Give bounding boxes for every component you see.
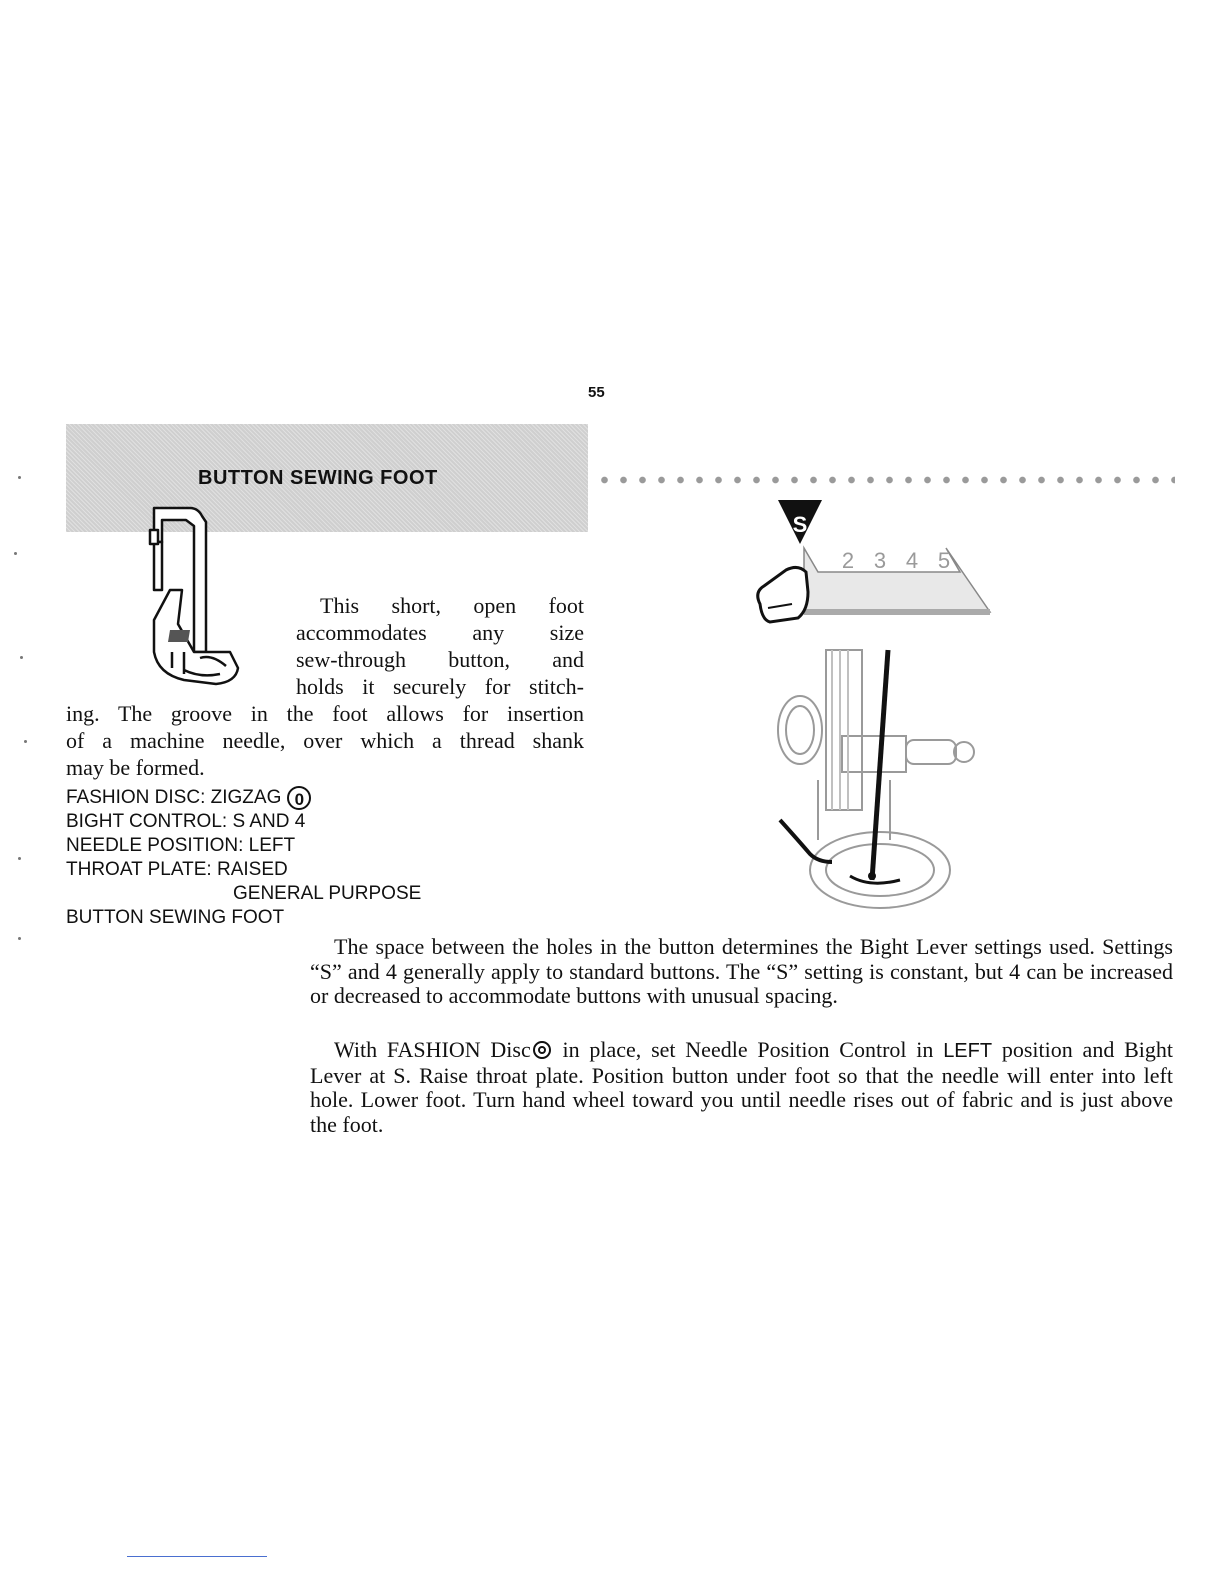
body-text: in place, set Needle Position Control in (562, 1037, 934, 1062)
intro-text-line: may be formed. (66, 755, 205, 780)
bight-lever-illustration (750, 500, 1010, 630)
bight-selected-label: S (792, 512, 808, 537)
intro-text-line: This short, open foot (320, 593, 584, 618)
scan-speck (14, 552, 17, 555)
scan-speck (20, 656, 23, 659)
intro-text-line: accommodates any size (296, 620, 584, 645)
setting-fashion-disc (66, 786, 311, 810)
setting-foot: BUTTON SEWING FOOT (66, 907, 285, 928)
setting-fashion-disc-text: FASHION DISC: ZIGZAG (66, 787, 282, 809)
scan-speck (24, 740, 27, 743)
setting-needle-position: NEEDLE POSITION: LEFT (66, 835, 296, 856)
body-text: position and Bight Lever at S. Raise throat plate. Position button under foot so that the needle will enter into left hole. Lower foot. Turn hand wheel toward you until needle rises out of fabric and is just above the foot. (310, 1037, 1173, 1137)
intro-text-line: sew-through button, and (296, 647, 584, 672)
needle-and-foot-illustration (770, 640, 990, 920)
bight-number: 5 (937, 548, 951, 573)
bight-number: 4 (905, 548, 919, 573)
zigzag-disc-icon: 0 (287, 786, 311, 810)
intro-text-line: ing. The groove in the foot allows for insertion (66, 701, 584, 726)
setting-throat-plate-cont: GENERAL PURPOSE (233, 883, 422, 904)
setting-bight-control: BIGHT CONTROL: S AND 4 (66, 811, 306, 832)
body-paragraph: The space between the holes in the button determines the Bight Lever settings used. Settings “S” and 4 generally apply to standard buttons. The “S” setting is constant, but 4 can be increased or decreased to accommodate buttons with unusual spacing. (310, 934, 1173, 1008)
button-sewing-foot-illustration (140, 502, 260, 692)
dotted-rule (595, 473, 1175, 487)
intro-text-line: holds it securely for stitch- (296, 674, 584, 699)
bight-number: 3 (873, 548, 887, 573)
section-heading: BUTTON SEWING FOOT (198, 467, 438, 489)
footer-rule (127, 1556, 267, 1557)
intro-text-line: of a machine needle, over which a thread shank (66, 728, 584, 753)
body-text: With FASHION Disc (334, 1037, 531, 1062)
scan-speck (18, 937, 21, 940)
body-text-left: LEFT (943, 1040, 993, 1062)
scan-speck (18, 857, 21, 860)
bight-number: 2 (841, 548, 855, 573)
fashion-disc-icon (533, 1041, 551, 1059)
setting-throat-plate: THROAT PLATE: RAISED (66, 859, 288, 880)
body-paragraph (310, 1038, 1173, 1137)
scan-speck (18, 476, 21, 479)
page-number: 55 (588, 384, 605, 401)
